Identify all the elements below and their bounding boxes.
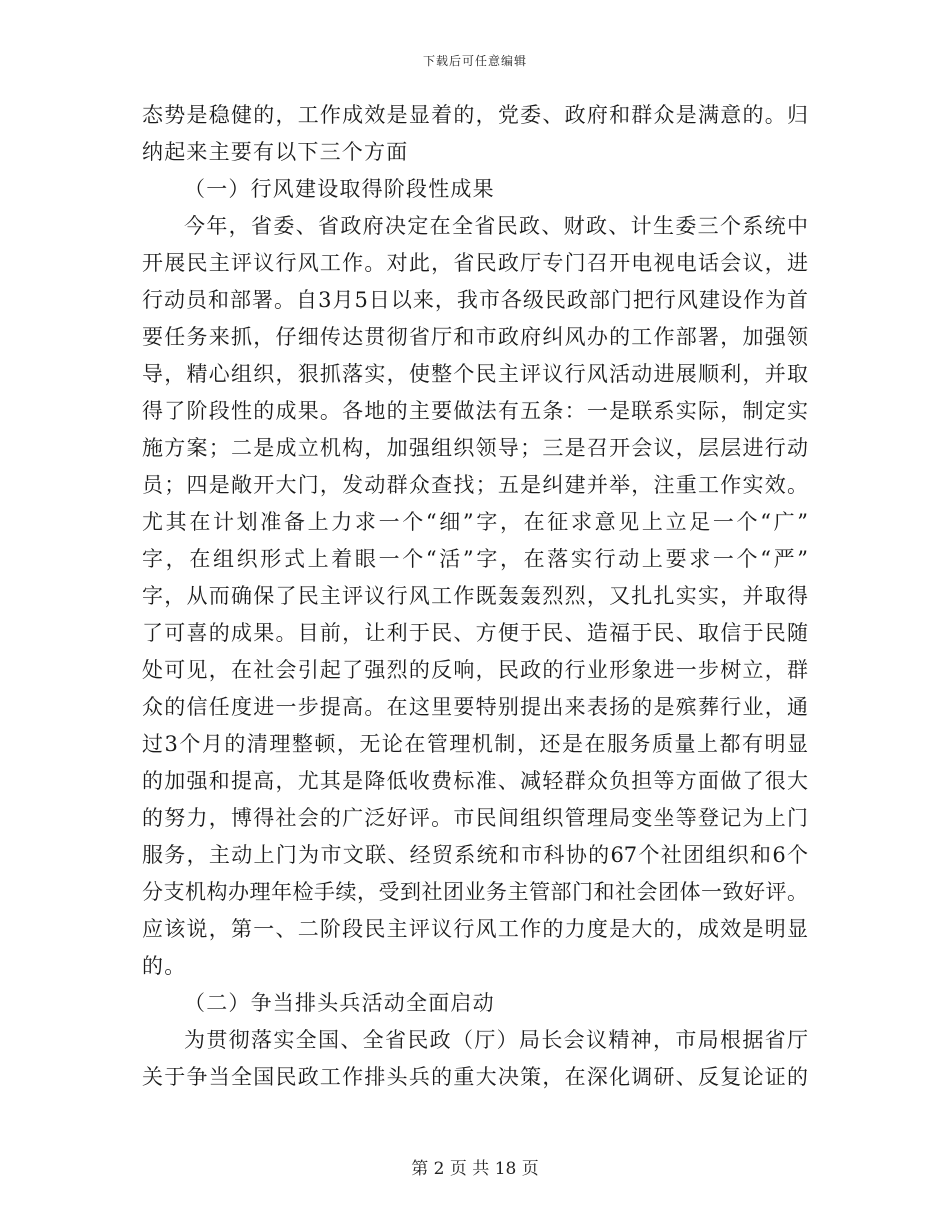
paragraph-line: 尤其在计划准备上力求一个“细”字，在征求意见上立足一个“广” bbox=[142, 510, 808, 534]
paragraph-line: 行动员和部署。自3月5日以来，我市各级民政部门把行风建设作为首 bbox=[142, 288, 808, 312]
paragraph-line: 的努力，博得社会的广泛好评。市民间组织管理局变坐等登记为上门 bbox=[142, 806, 808, 830]
paragraph-line: 了可喜的成果。目前，让利于民、方便于民、造福于民、取信于民随 bbox=[142, 621, 808, 645]
section-heading: （一）行风建设取得阶段性成果 bbox=[184, 177, 495, 201]
paragraph-line: 的加强和提高，尤其是降低收费标准、减轻群众负担等方面做了很大 bbox=[142, 769, 808, 793]
document-body bbox=[142, 97, 808, 1096]
paragraph-line: 关于争当全国民政工作排头兵的重大决策，在深化调研、反复论证的 bbox=[142, 1065, 808, 1089]
page-header-note: 下载后可任意编辑 bbox=[422, 54, 527, 68]
paragraph-line: 纳起来主要有以下三个方面 bbox=[142, 140, 409, 164]
page-number: 第 2 页 共 18 页 bbox=[411, 1159, 539, 1179]
paragraph-line: 处可见，在社会引起了强烈的反响，民政的行业形象进一步树立，群 bbox=[142, 658, 808, 682]
paragraph-line: 应该说，第一、二阶段民主评议行风工作的力度是大的，成效是明显 bbox=[142, 917, 808, 941]
paragraph-line: 众的信任度进一步提高。在这里要特别提出来表扬的是殡葬行业，通 bbox=[142, 695, 808, 719]
paragraph-line: 员；四是敞开大门，发动群众查找；五是纠建并举，注重工作实效。 bbox=[142, 473, 808, 497]
paragraph-line: 为贯彻落实全国、全省民政（厅）局长会议精神，市局根据省厅 bbox=[184, 1028, 808, 1052]
paragraph-line: 分支机构办理年检手续，受到社团业务主管部门和社会团体一致好评。 bbox=[142, 880, 808, 904]
paragraph-line: 要任务来抓，仔细传达贯彻省厅和市政府纠风办的工作部署，加强领 bbox=[142, 325, 808, 349]
paragraph-line: 开展民主评议行风工作。对此，省民政厅专门召开电视电话会议，进 bbox=[142, 251, 808, 275]
paragraph-line: 态势是稳健的，工作成效是显着的，党委、政府和群众是满意的。归 bbox=[142, 103, 808, 127]
paragraph-line: 施方案；二是成立机构，加强组织领导；三是召开会议，层层进行动 bbox=[142, 436, 808, 460]
paragraph-line: 得了阶段性的成果。各地的主要做法有五条：一是联系实际，制定实 bbox=[142, 399, 808, 423]
section-heading: （二）争当排头兵活动全面启动 bbox=[184, 991, 495, 1015]
paragraph-line: 服务，主动上门为市文联、经贸系统和市科协的67个社团组织和6个 bbox=[142, 843, 808, 867]
paragraph-line: 今年，省委、省政府决定在全省民政、财政、计生委三个系统中 bbox=[184, 214, 808, 238]
paragraph-line: 字，从而确保了民主评议行风工作既轰轰烈烈，又扎扎实实，并取得 bbox=[142, 584, 808, 608]
paragraph-line: 的。 bbox=[142, 954, 187, 978]
paragraph-line: 过3个月的清理整顿，无论在管理机制，还是在服务质量上都有明显 bbox=[142, 732, 808, 756]
paragraph-line: 字，在组织形式上着眼一个“活”字，在落实行动上要求一个“严” bbox=[142, 547, 808, 571]
paragraph-line: 导，精心组织，狠抓落实，使整个民主评议行风活动进展顺利，并取 bbox=[142, 362, 808, 386]
